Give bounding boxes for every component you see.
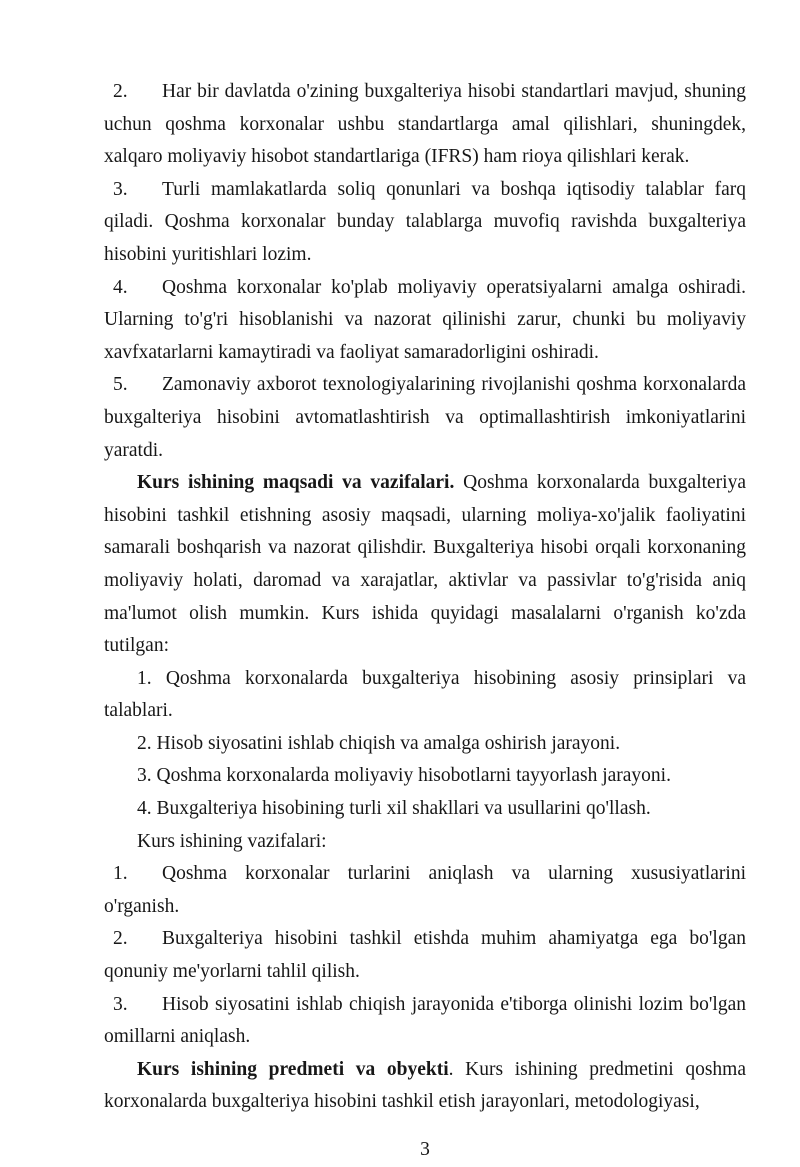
paragraph-numbered [104,76,746,174]
list-number: 4. [113,276,128,298]
bold-lead-text: Kurs ishining maqsadi va vazifalari. [137,472,455,494]
paragraph-sub [104,760,746,793]
paragraph-numbered [104,174,746,272]
paragraph-text: 2. Hisob siyosatini ishlab chiqish va amalga oshirish jarayoni. [137,732,621,754]
paragraph-text: Har bir davlatda o'zining buxgalteriya hisobi standartlari mavjud, shuning uchun qoshma korxonalar ushbu standartlarga amal qilishlari, shuningdek, xalqaro moliyaviy hisobot standartlariga (IFRS) ham rioya qilishlari kerak. [104,81,746,168]
list-number: 3. [113,993,128,1015]
list-number: 5. [113,374,128,396]
paragraph-text: Qoshma korxonalar ko'plab moliyaviy operatsiyalarni amalga oshiradi. Ularning to'g'ri hisoblanishi va nazorat qilinishi zarur, chunki bu moliyaviy xavfxatarlarni kamaytiradi va faoliyat samaradorligini oshiradi. [104,276,746,363]
paragraph-text: Turli mamlakatlarda soliq qonunlari va boshqa iqtisodiy talablar farq qiladi. Qoshma korxonalar bunday talablarga muvofiq ravishda buxgalteriya hisobini yuritishlari lozim. [104,178,746,265]
paragraph-sub [104,728,746,761]
paragraph-numbered [104,858,746,923]
paragraph-indent [104,467,746,663]
list-number: 2. [113,928,128,950]
list-number: 2. [113,81,128,102]
list-number: 1. [113,863,128,885]
paragraph-text: Qoshma korxonalar turlarini aniqlash va ularning xususiyatlarini o'rganish. [104,863,746,917]
paragraph-indent [104,1054,746,1119]
paragraph-sub [104,793,746,826]
paragraph-text: Qoshma korxonalarda buxgalteriya hisobini tashkil etishning asosiy maqsadi, ularning moliya-xo'jalik faoliyatini samarali boshqarish va nazorat qilishdir. Buxgalteriya hisobi orqali korxonaning moliyaviy holati, daromad va xarajatlar, aktivlar va passivlar to'g'risida aniq ma'lumot olish mumkin. Kurs ishida quyidagi masalalarni o'rganish ko'zda tutilgan: [104,472,747,657]
paragraph-text: . Kurs ishining predmetini qoshma korxonalarda buxgalteriya hisobini tashkil etish jarayonlari, metodologiyasi, [104,1058,746,1113]
paragraph-text: Buxgalteriya hisobini tashkil etishda muhim ahamiyatga ega bo'lgan qonuniy me'yorlarni tahlil qilish. [104,928,746,983]
bold-lead-text: Kurs ishining predmeti va obyekti [137,1058,449,1080]
document-body [104,76,746,1119]
page-number: 3 [420,1139,430,1160]
paragraph-text: 4. Buxgalteriya hisobining turli xil shakllari va usullarini qo'llash. [137,798,651,820]
paragraph-numbered [104,923,746,988]
paragraph-text: Kurs ishining vazifalari: [137,830,327,852]
paragraph-text: 3. Qoshma korxonalarda moliyaviy hisobotlarni tayyorlash jarayoni. [137,765,671,787]
paragraph-sub [104,663,746,728]
paragraph-text: Zamonaviy axborot texnologiyalarining rivojlanishi qoshma korxonalarda buxgalteriya hisobini avtomatlashtirish va optimallashtirish imkoniyatlarini yaratdi. [104,374,746,461]
paragraph-text: Hisob siyosatini ishlab chiqish jarayonida e'tiborga olinishi lozim bo'lgan omillarni aniqlash. [104,993,746,1048]
list-number: 3. [113,178,128,200]
paragraph-sub [104,826,746,859]
paragraph-numbered [104,272,746,370]
paragraph-text: 1. Qoshma korxonalarda buxgalteriya hisobining asosiy prinsiplari va talablari. [104,667,746,722]
paragraph-numbered [104,369,746,467]
paragraph-numbered [104,989,746,1054]
